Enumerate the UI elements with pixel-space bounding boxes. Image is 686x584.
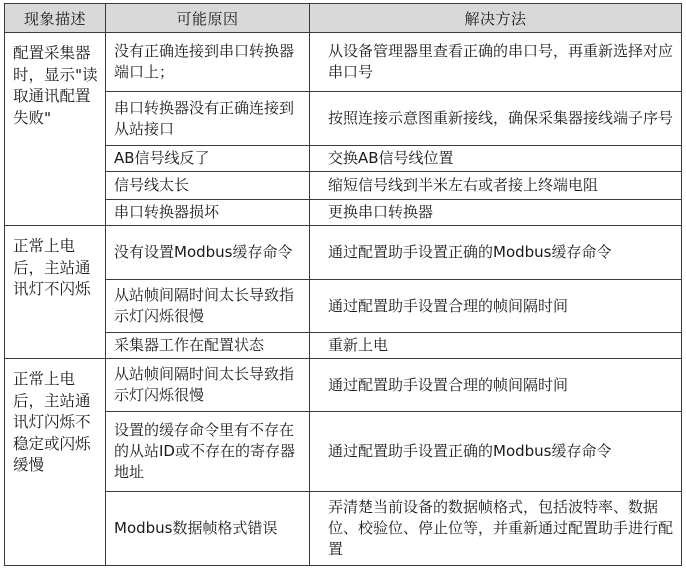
symptom-cell: 配置采集器时，显示"读取通讯配置失败"	[5, 33, 106, 226]
troubleshooting-table	[4, 3, 682, 566]
table-row	[5, 226, 682, 280]
solution-cell: 更换串口转换器	[310, 200, 682, 226]
solution-cell: 缩短信号线到半米左右或者接上终端电阻	[310, 172, 682, 200]
cause-cell: AB信号线反了	[106, 146, 310, 172]
troubleshooting-table-container	[4, 3, 682, 566]
table-row	[5, 200, 682, 226]
solution-cell: 通过配置助手设置合理的帧间隔时间	[310, 280, 682, 333]
cause-cell: 从站帧间隔时间太长导致指示灯闪烁很慢	[106, 280, 310, 333]
cause-cell: Modbus数据帧格式错误	[106, 492, 310, 566]
solution-cell: 弄清楚当前设备的数据帧格式，包括波特率、数据位、校验位、停止位等，并重新通过配置助手进行配置	[310, 492, 682, 566]
header-symptom: 现象描述	[5, 4, 106, 33]
symptom-cell: 正常上电后，主站通讯灯不闪烁	[5, 226, 106, 359]
table-row	[5, 280, 682, 333]
solution-cell: 按照连接示意图重新接线，确保采集器接线端子序号	[310, 92, 682, 146]
solution-cell: 通过配置助手设置正确的Modbus缓存命令	[310, 412, 682, 492]
cause-cell: 串口转换器没有正确连接到从站接口	[106, 92, 310, 146]
cause-cell: 从站帧间隔时间太长导致指示灯闪烁很慢	[106, 359, 310, 412]
cause-cell: 串口转换器损坏	[106, 200, 310, 226]
symptom-cell: 正常上电后，主站通讯灯闪烁不稳定或闪烁缓慢	[5, 359, 106, 566]
table-row	[5, 492, 682, 566]
table-row	[5, 359, 682, 412]
cause-cell: 没有设置Modbus缓存命令	[106, 226, 310, 280]
solution-cell: 重新上电	[310, 333, 682, 359]
solution-cell: 通过配置助手设置合理的帧间隔时间	[310, 359, 682, 412]
table-row	[5, 333, 682, 359]
cause-cell: 没有正确连接到串口转换器端口上；	[106, 33, 310, 92]
table-row	[5, 172, 682, 200]
table-row	[5, 92, 682, 146]
solution-cell: 从设备管理器里查看正确的串口号，再重新选择对应串口号	[310, 33, 682, 92]
table-header-row	[5, 4, 682, 33]
table-row	[5, 33, 682, 92]
cause-cell: 采集器工作在配置状态	[106, 333, 310, 359]
table-row	[5, 412, 682, 492]
header-cause: 可能原因	[106, 4, 310, 33]
cause-cell: 信号线太长	[106, 172, 310, 200]
solution-cell: 交换AB信号线位置	[310, 146, 682, 172]
header-solution: 解决方法	[310, 4, 682, 33]
table-row	[5, 146, 682, 172]
cause-cell: 设置的缓存命令里有不存在的从站ID或不存在的寄存器地址	[106, 412, 310, 492]
solution-cell: 通过配置助手设置正确的Modbus缓存命令	[310, 226, 682, 280]
